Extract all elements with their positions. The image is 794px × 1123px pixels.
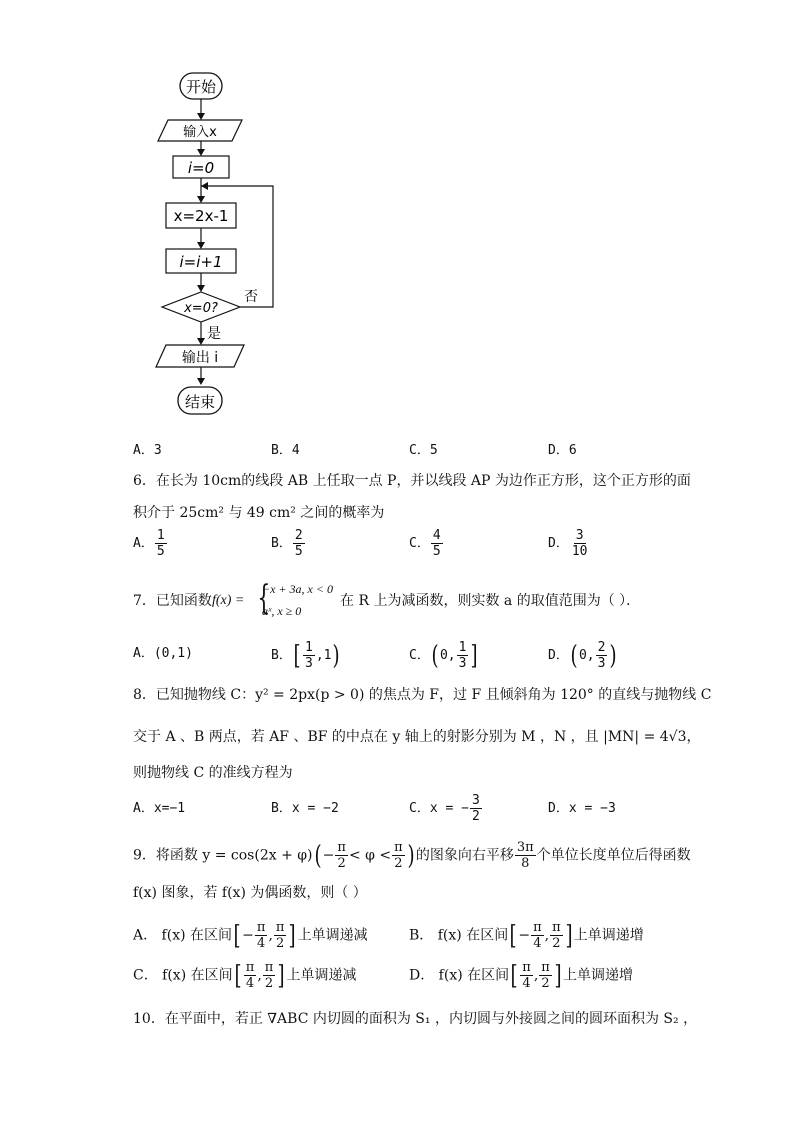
q6-option-c: C． $\frac{4}{5}$ [409, 528, 441, 559]
q7-option-d: D．( 0, $\frac{2}{3}$ ) [548, 640, 618, 671]
q7-suffix: 在 R 上为减函数，则实数 a 的取值范围为（ ）． [340, 593, 641, 609]
q5-option-d: D．6 [548, 443, 577, 458]
q9-option-d: D． f(x) 在区间[ $\frac{\pi}{4}$ , $\frac{\pi}{2}$ ] 上单调递增 [409, 960, 633, 991]
loop-line [201, 186, 273, 307]
q5-option-b: B．4 [271, 443, 300, 458]
q8-text-line3: 则抛物线 C 的准线方程为 [133, 765, 293, 781]
q8-option-b: B．x = −2 [271, 801, 339, 816]
q7-brace: { [257, 578, 271, 618]
q7-case1: −x + 3a, x < 0 [262, 582, 333, 596]
q6-text-line2: 积介于 25cm² 与 49 cm² 之间的概率为 [133, 505, 385, 521]
q8-option-c: C．x = − $\frac{3}{2}$ [409, 793, 480, 824]
input-label: 输入x [183, 125, 217, 140]
flowchart [140, 65, 300, 425]
q8-text-line1: 8．已知抛物线 C：y² = 2px(p > 0) 的焦点为 F，过 F 且倾斜角为 120° 的直线与抛物线 C [133, 687, 712, 703]
no-label: 否 [244, 289, 258, 305]
q5-option-c: C．5 [409, 443, 438, 458]
q7-option-b: B．[ $\frac{1}{3}$ ,1) [271, 640, 341, 671]
q7-option-c: C．( 0, $\frac{1}{3}$ ] [409, 640, 479, 671]
q9-option-b: B． f(x) 在区间[ − $\frac{\pi}{4}$ , $\frac{\pi}{2}$ ] 上单调递增 [409, 920, 644, 951]
yes-label: 是 [207, 326, 221, 342]
q6-option-b: B． $\frac{2}{5}$ [271, 528, 303, 559]
q8-option-d: D．x = −3 [548, 801, 616, 816]
q7-func: f(x) = [212, 593, 245, 608]
q7-option-a: A．(0,1) [133, 646, 193, 661]
decision-label: x=0? [184, 301, 218, 316]
q9-line1: 9．将函数 y = cos(2x + φ)( − $\frac{\pi}{2}$ < φ < $\frac{\pi}{2}$ ) 的图象向右平移 $\frac{3\pi}{8}$ 个单位长度单位后得函数 [133, 840, 691, 871]
q9-option-c: C． f(x) 在区间[ $\frac{\pi}{4}$ , $\frac{\pi}{2}$ ] 上单调递减 [133, 960, 357, 991]
q6-text-line1: 6．在长为 10cm的线段 AB 上任取一点 P，并以线段 AP 为边作正方形，这个正方形的面 [133, 473, 691, 489]
q9-option-a: A． f(x) 在区间[ − $\frac{\pi}{4}$ , $\frac{\pi}{2}$ ] 上单调递减 [133, 920, 368, 951]
q5-option-a: A．3 [133, 443, 162, 458]
q7-prefix: 7．已知函数 [133, 593, 212, 609]
q6-option-a: A． $\frac{1}{5}$ [133, 528, 165, 559]
step1-label: x=2x-1 [173, 207, 229, 225]
output-label: 输出 i [181, 350, 219, 366]
init-label: i=0 [187, 159, 215, 177]
q9-line2: f(x) 图象，若 f(x) 为偶函数，则（ ） [133, 885, 367, 901]
q10-text-line1: 10．在平面中，若正 ∇ABC 内切圆的面积为 S₁ ，内切圆与外接圆之间的圆环面积为 S₂ ， [133, 1011, 698, 1027]
q8-option-a: A．x=−1 [133, 801, 186, 816]
q6-option-d: D． $\frac{3}{10}$ [548, 528, 588, 559]
start-label: 开始 [185, 78, 217, 96]
q7-case2: aˣ, x ≥ 0 [262, 604, 302, 618]
step2-label: i=i+1 [179, 253, 223, 271]
q8-text-line2: 交于 A 、B 两点，若 AF 、BF 的中点在 y 轴上的射影分别为 M ，N ，且 |MN| = 4√3， [133, 729, 701, 745]
end-label: 结束 [184, 393, 216, 411]
